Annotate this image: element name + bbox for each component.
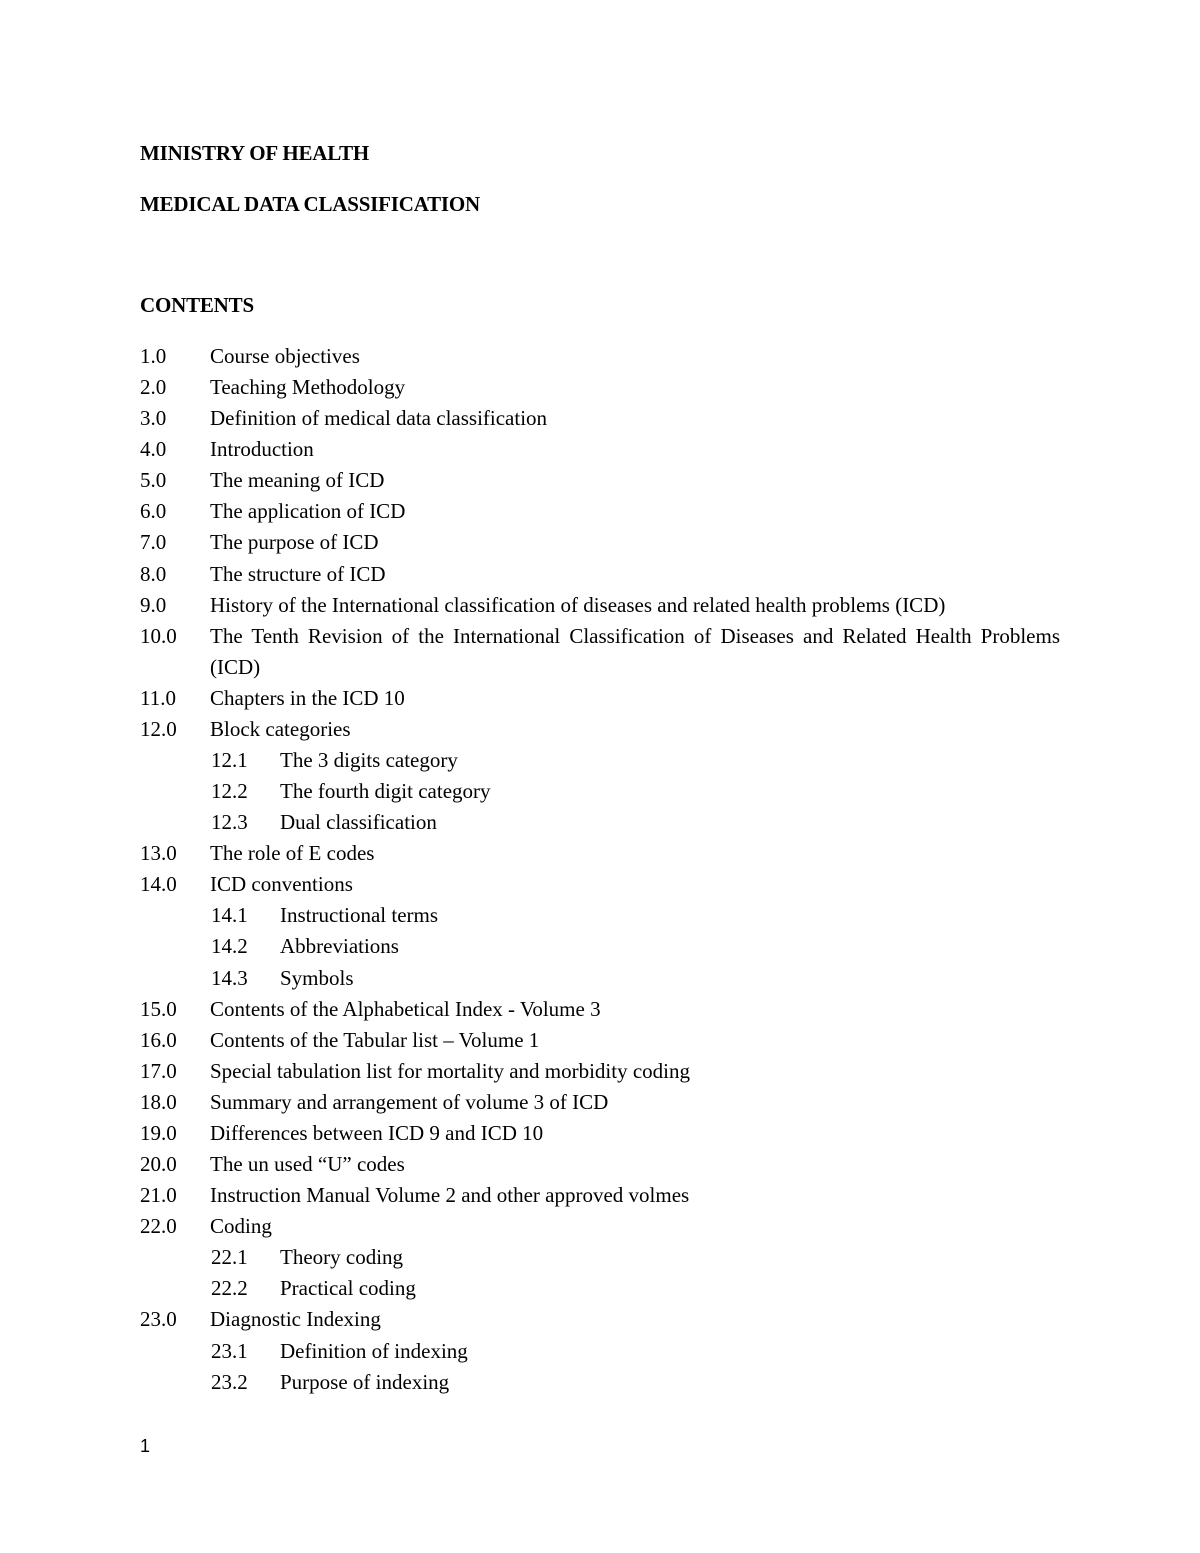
toc-title: The purpose of ICD: [210, 530, 379, 555]
toc-item: [140, 1180, 1060, 1211]
toc-item: [140, 683, 1060, 714]
toc-item: [140, 1056, 1060, 1087]
toc-item: [140, 1211, 1060, 1242]
toc-number: 18.0: [140, 1089, 177, 1114]
toc-number: 14.1: [211, 903, 248, 928]
toc-title: Symbols: [280, 965, 354, 990]
toc-title: Coding: [210, 1214, 272, 1239]
toc-subitem: [140, 900, 1060, 931]
toc-subitem: [140, 807, 1060, 838]
toc-item: [140, 372, 1060, 403]
toc-number: 12.3: [211, 810, 248, 835]
toc-number: 14.0: [140, 872, 177, 897]
toc-number: 16.0: [140, 1027, 177, 1052]
toc-number: 19.0: [140, 1120, 177, 1145]
toc-item: [140, 590, 1060, 621]
toc-number: 12.1: [211, 748, 248, 773]
toc-number: 3.0: [140, 406, 167, 431]
contents-heading: CONTENTS: [140, 293, 254, 317]
toc-title: The application of ICD: [210, 499, 406, 524]
toc-title: Contents of the Alphabetical Index - Volume 3: [210, 996, 601, 1021]
table-of-contents: [140, 341, 1060, 1398]
toc-title: Instruction Manual Volume 2 and other approved volmes: [210, 1183, 690, 1208]
toc-item: [140, 527, 1060, 558]
toc-title: Purpose of indexing: [280, 1369, 450, 1394]
toc-subitem: [140, 963, 1060, 994]
toc-title: Abbreviations: [280, 934, 399, 959]
toc-number: 22.0: [140, 1214, 177, 1239]
toc-number: 22.2: [211, 1276, 248, 1301]
toc-title: Definition of medical data classification: [210, 406, 548, 431]
toc-title: The Tenth Revision of the International Classification of Diseases and Related Health Problems (ICD): [210, 623, 1060, 679]
toc-item: [140, 994, 1060, 1025]
toc-number: 22.1: [211, 1245, 248, 1270]
toc-title: History of the International classification of diseases and related health problems (ICD): [210, 592, 946, 617]
toc-number: 14.2: [211, 934, 248, 959]
toc-subitem: [140, 931, 1060, 962]
toc-title: The role of E codes: [210, 841, 375, 866]
ministry-heading: MINISTRY OF HEALTH: [140, 141, 370, 165]
toc-subitem: [140, 1336, 1060, 1367]
toc-item: [140, 403, 1060, 434]
toc-subitem: [140, 745, 1060, 776]
toc-title: Contents of the Tabular list – Volume 1: [210, 1027, 540, 1052]
toc-item: [140, 621, 1060, 683]
toc-title: The fourth digit category: [280, 779, 491, 804]
toc-item: [140, 1087, 1060, 1118]
toc-title: Diagnostic Indexing: [210, 1307, 381, 1332]
toc-title: Differences between ICD 9 and ICD 10: [210, 1120, 544, 1145]
toc-number: 14.3: [211, 965, 248, 990]
toc-title: The structure of ICD: [210, 561, 386, 586]
page-number: 1: [140, 1436, 151, 1456]
toc-title: The un used “U” codes: [210, 1152, 405, 1177]
toc-number: 20.0: [140, 1152, 177, 1177]
toc-title: ICD conventions: [210, 872, 353, 897]
toc-item: [140, 341, 1060, 372]
toc-subitem: [140, 1273, 1060, 1304]
toc-title: Introduction: [210, 437, 314, 462]
toc-number: 15.0: [140, 996, 177, 1021]
toc-number: 12.2: [211, 779, 248, 804]
subject-heading: MEDICAL DATA CLASSIFICATION: [140, 192, 480, 216]
toc-number: 12.0: [140, 716, 177, 741]
toc-number: 17.0: [140, 1058, 177, 1083]
toc-item: [140, 1304, 1060, 1335]
toc-title: The meaning of ICD: [210, 468, 385, 493]
toc-item: [140, 838, 1060, 869]
toc-number: 23.1: [211, 1338, 248, 1363]
toc-title: Practical coding: [280, 1276, 416, 1301]
toc-item: [140, 434, 1060, 465]
toc-item: [140, 1118, 1060, 1149]
toc-title: Chapters in the ICD 10: [210, 685, 405, 710]
toc-subitem: [140, 776, 1060, 807]
toc-title: Dual classification: [280, 810, 437, 835]
toc-number: 4.0: [140, 437, 167, 462]
toc-title: Course objectives: [210, 344, 360, 368]
toc-title: Block categories: [210, 716, 351, 741]
toc-item: [140, 869, 1060, 900]
toc-item: [140, 1025, 1060, 1056]
toc-title: Teaching Methodology: [210, 375, 406, 400]
toc-title: Special tabulation list for mortality and morbidity coding: [210, 1058, 690, 1083]
toc-subitem: [140, 1242, 1060, 1273]
toc-subitem: [140, 1367, 1060, 1398]
toc-number: 23.2: [211, 1369, 248, 1394]
toc-number: 5.0: [140, 468, 167, 493]
toc-number: 7.0: [140, 530, 167, 555]
toc-title: Instructional terms: [280, 903, 439, 928]
toc-number: 1.0: [140, 344, 167, 368]
toc-number: 10.0: [140, 623, 177, 648]
toc-number: 9.0: [140, 592, 167, 617]
toc-item: [140, 1149, 1060, 1180]
toc-number: 13.0: [140, 841, 177, 866]
toc-number: 23.0: [140, 1307, 177, 1332]
toc-title: Theory coding: [280, 1245, 404, 1270]
toc-title: The 3 digits category: [280, 748, 458, 773]
toc-item: [140, 465, 1060, 496]
toc-number: 21.0: [140, 1183, 177, 1208]
toc-title: Definition of indexing: [280, 1338, 468, 1363]
toc-number: 8.0: [140, 561, 167, 586]
toc-item: [140, 496, 1060, 527]
toc-title: Summary and arrangement of volume 3 of ICD: [210, 1089, 609, 1114]
toc-item: [140, 714, 1060, 745]
toc-number: 2.0: [140, 375, 167, 400]
toc-number: 11.0: [140, 685, 176, 710]
toc-number: 6.0: [140, 499, 167, 524]
toc-item: [140, 559, 1060, 590]
